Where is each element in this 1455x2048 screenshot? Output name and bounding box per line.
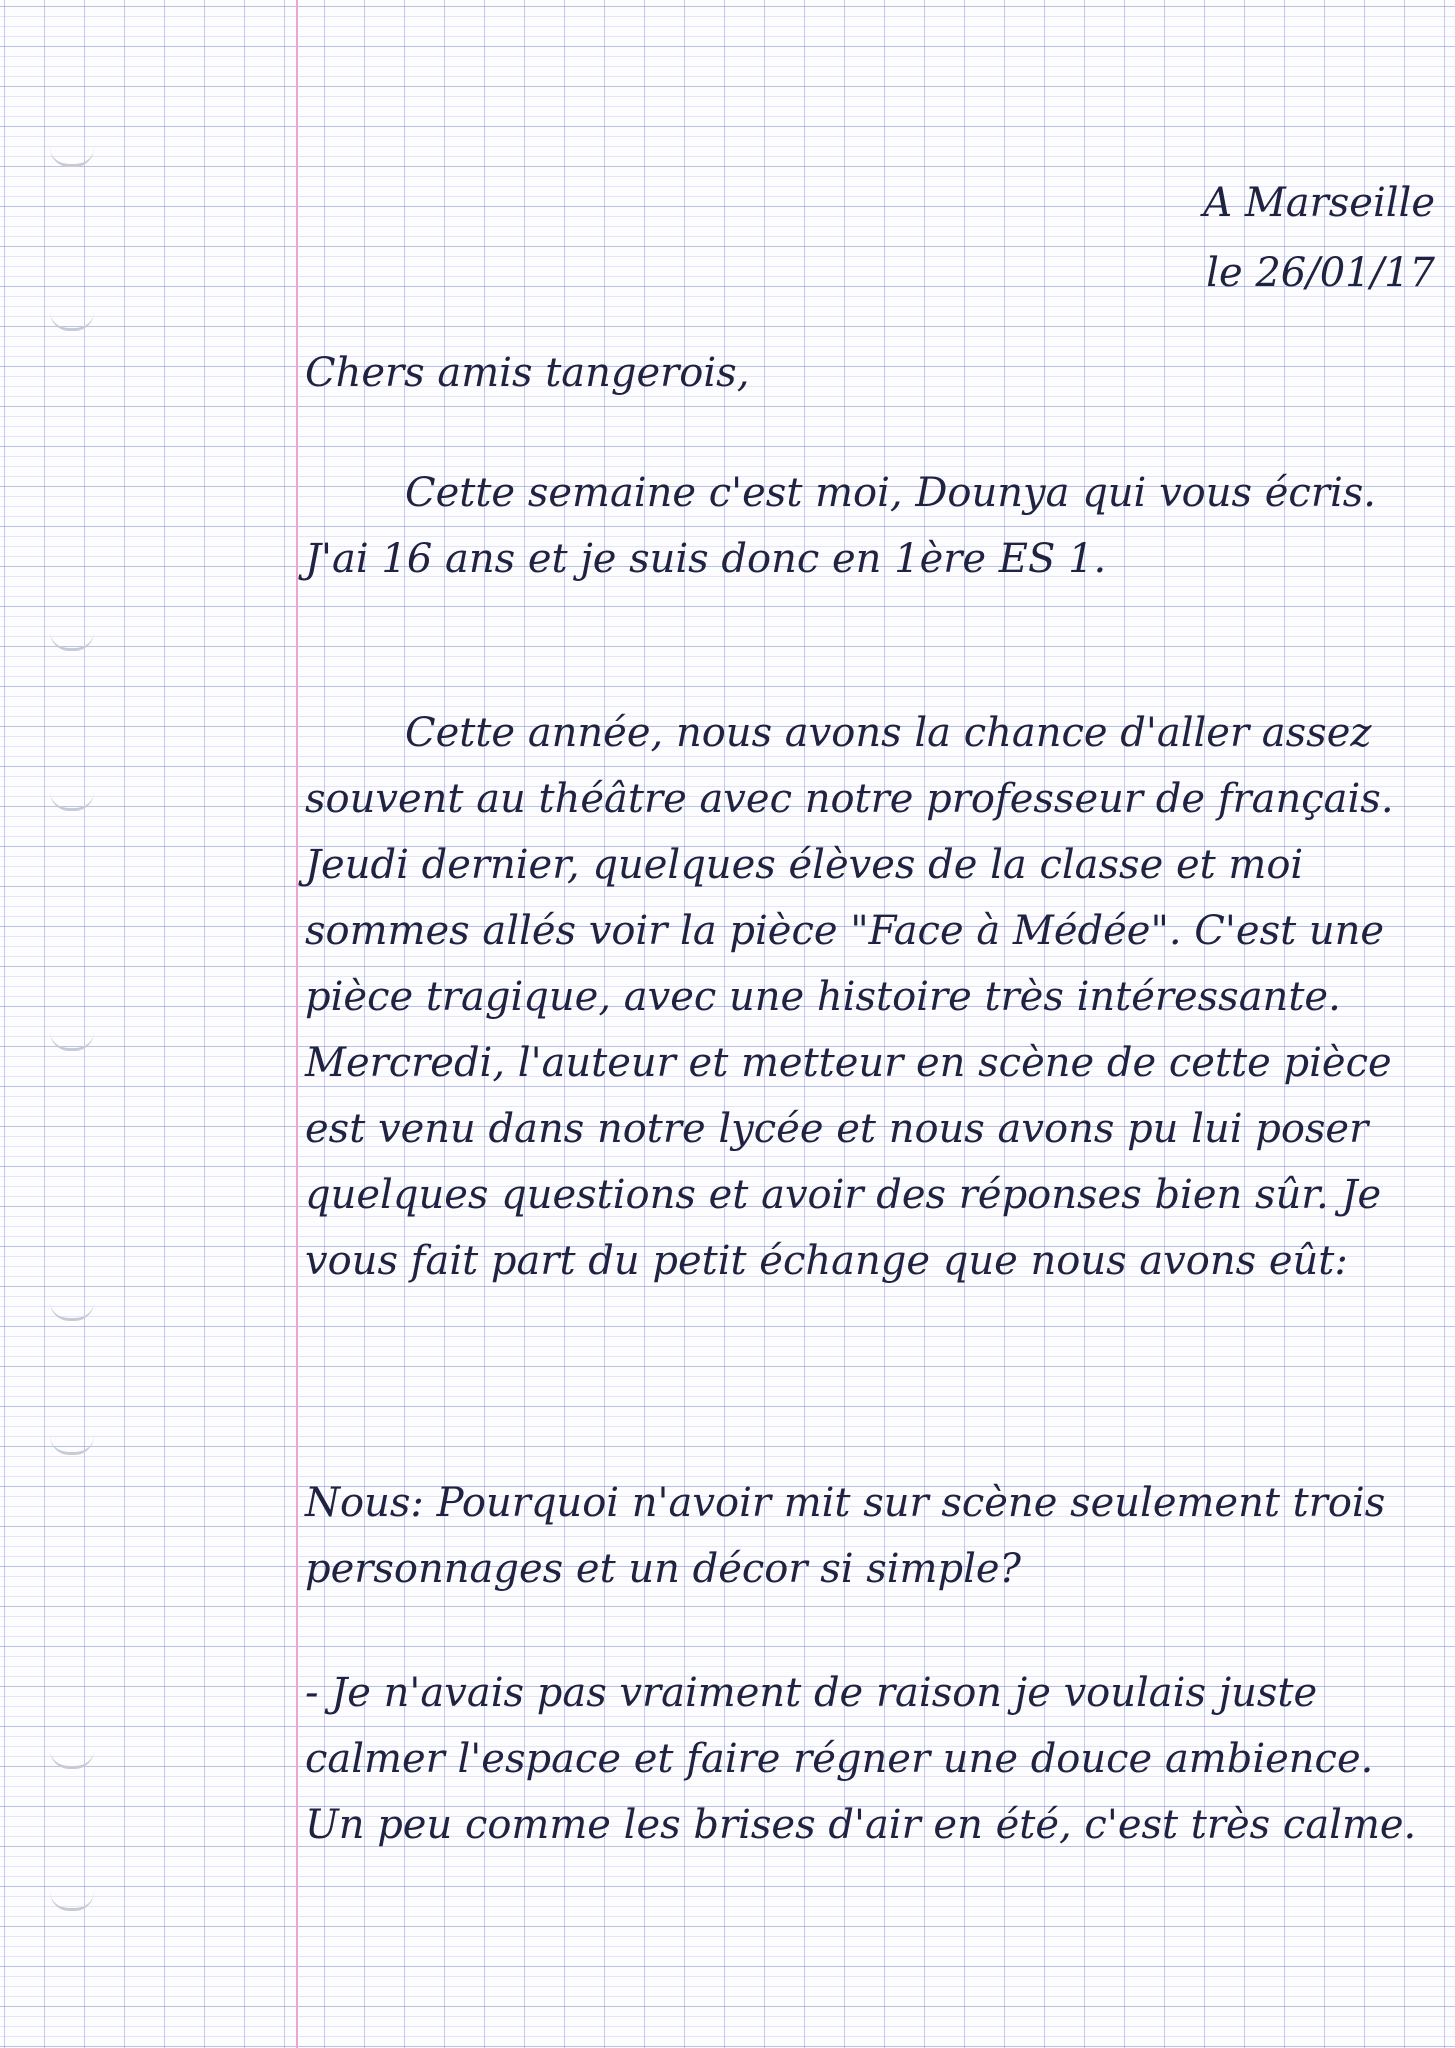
letter-question: Nous: Pourquoi n'avoir mit sur scène seulement trois personnages et un décor si simple?	[305, 1480, 1386, 1592]
binder-hole	[50, 312, 94, 331]
letter-paragraph-theatre: Cette année, nous avons la chance d'aller assez souvent au théâtre avec notre professeur de français. Jeudi dernier, quelques élèves de la classe et moi sommes allés voir la pièce "Face à Médée". C'est une pièce tragique, avec une histoire très intéressante. Mercredi, l'auteur et metteur en scène de cette pièce est venu dans notre lycée et nous avons pu lui poser quelques questions et avoir des réponses bien sûr. Je vous fait part du petit échange que nous avons eût:	[305, 710, 1394, 1284]
binder-hole	[50, 1032, 94, 1051]
margin-line	[296, 0, 298, 2048]
binder-hole	[50, 1436, 94, 1455]
letter-paragraph-intro: Cette semaine c'est moi, Dounya qui vous écris. J'ai 16 ans et je suis donc en 1ère ES 1.	[305, 470, 1376, 582]
binder-hole	[50, 632, 94, 651]
binder-hole	[50, 148, 94, 167]
binder-hole	[50, 1892, 94, 1911]
letter-answer: - Je n'avais pas vraiment de raison je voulais juste calmer l'espace et faire régner une douce ambience. Un peu comme les brises d'air en été, c'est très calme.	[305, 1670, 1417, 1848]
letter-place: A Marseille	[1203, 180, 1435, 226]
letter-header	[1203, 168, 1435, 308]
binder-hole	[50, 1750, 94, 1769]
letter-salutation: Chers amis tangerois,	[305, 350, 750, 396]
letter-date: le 26/01/17	[1206, 250, 1435, 296]
binder-hole	[50, 1302, 94, 1321]
binder-hole	[50, 792, 94, 811]
